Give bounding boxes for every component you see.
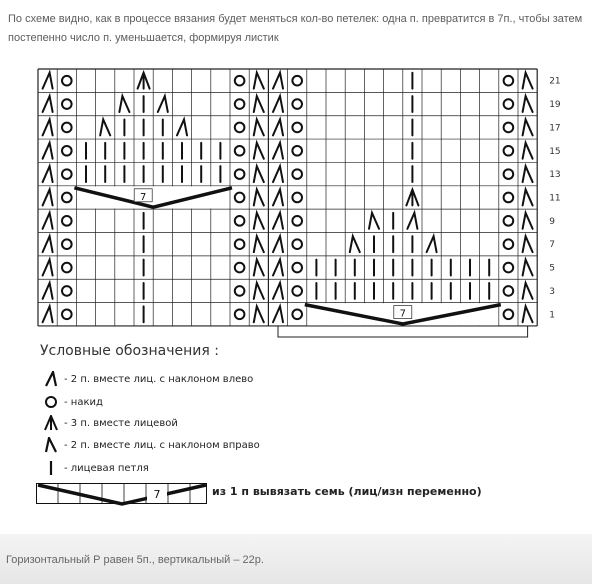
right-decrease-icon xyxy=(254,143,264,159)
left-decrease-icon xyxy=(43,96,53,112)
left-decrease-icon xyxy=(43,236,53,252)
right-decrease-icon xyxy=(119,96,129,112)
yarn-over-icon xyxy=(40,392,62,412)
legend-item-yarn-over xyxy=(40,392,103,412)
yarn-over-icon xyxy=(235,193,245,203)
left-decrease-icon xyxy=(273,143,283,159)
right-decrease-icon xyxy=(254,119,264,135)
right-decrease-icon xyxy=(254,190,264,206)
seven-from-one-icon xyxy=(36,481,208,509)
right-decrease-icon xyxy=(523,73,533,89)
legend-item-triple-decrease xyxy=(40,413,178,433)
left-decrease-icon xyxy=(43,119,53,135)
right-decrease-icon xyxy=(523,190,533,206)
left-decrease-icon xyxy=(43,143,53,159)
left-decrease-icon xyxy=(273,73,283,89)
row-number: 1 xyxy=(549,310,555,321)
left-decrease-icon xyxy=(407,213,417,229)
right-decrease-icon xyxy=(254,236,264,252)
right-decrease-icon xyxy=(523,306,533,322)
legend-text: - накид xyxy=(64,396,103,408)
triple-decrease-icon xyxy=(406,190,418,206)
yarn-over-icon xyxy=(504,146,514,156)
left-decrease-icon xyxy=(273,166,283,182)
row-number: 15 xyxy=(549,146,561,157)
right-decrease-icon xyxy=(254,166,264,182)
right-decrease-icon xyxy=(350,236,360,252)
wide-cell-label: 7 xyxy=(140,191,147,203)
repeat-bracket xyxy=(278,326,528,337)
yarn-over-icon xyxy=(504,76,514,86)
yarn-over-icon xyxy=(292,76,302,86)
yarn-over-icon xyxy=(292,99,302,109)
yarn-over-icon xyxy=(62,286,72,296)
yarn-over-icon xyxy=(62,193,72,203)
yarn-over-icon xyxy=(292,123,302,133)
right-decrease-icon xyxy=(523,260,533,276)
right-decrease-icon xyxy=(523,96,533,112)
right-decrease-icon xyxy=(254,73,264,89)
yarn-over-icon xyxy=(292,286,302,296)
yarn-over-icon xyxy=(62,216,72,226)
right-decrease-icon xyxy=(523,213,533,229)
triple-decrease-icon xyxy=(138,73,150,89)
yarn-over-icon xyxy=(504,169,514,179)
right-decrease-icon xyxy=(523,166,533,182)
left-decrease-icon xyxy=(43,213,53,229)
knit-stitch-icon xyxy=(40,458,62,478)
right-decrease-icon xyxy=(100,119,110,135)
yarn-over-icon xyxy=(504,239,514,249)
yarn-over-icon xyxy=(292,216,302,226)
legend-item-knit xyxy=(40,458,149,478)
left-decrease-icon xyxy=(43,166,53,182)
row-number: 9 xyxy=(549,216,555,227)
yarn-over-icon xyxy=(235,286,245,296)
triple-decrease-icon xyxy=(40,413,62,433)
left-decrease-icon xyxy=(43,260,53,276)
right-decrease-icon xyxy=(254,96,264,112)
yarn-over-icon xyxy=(235,263,245,273)
right-decrease-icon xyxy=(254,283,264,299)
left-decrease-icon xyxy=(273,283,283,299)
left-decrease-icon xyxy=(273,96,283,112)
right-decrease-icon xyxy=(40,435,62,455)
left-decrease-icon xyxy=(40,369,62,389)
right-decrease-icon xyxy=(254,306,264,322)
wide-symbol-label: 7 xyxy=(153,488,161,501)
legend-item-left-decrease xyxy=(40,369,253,389)
yarn-over-icon xyxy=(235,76,245,86)
legend-item-right-decrease xyxy=(40,435,260,455)
yarn-over-icon xyxy=(62,146,72,156)
yarn-over-icon xyxy=(62,99,72,109)
wide-cell-label: 7 xyxy=(399,308,406,320)
left-decrease-icon xyxy=(273,306,283,322)
left-decrease-icon xyxy=(273,119,283,135)
left-decrease-icon xyxy=(273,236,283,252)
left-decrease-icon xyxy=(43,190,53,206)
right-decrease-icon xyxy=(254,260,264,276)
yarn-over-icon xyxy=(292,309,302,319)
footer-bar xyxy=(0,534,592,584)
right-decrease-icon xyxy=(369,213,379,229)
yarn-over-icon xyxy=(504,123,514,133)
yarn-over-icon xyxy=(62,239,72,249)
yarn-over-icon xyxy=(292,239,302,249)
yarn-over-icon xyxy=(235,239,245,249)
left-decrease-icon xyxy=(158,96,168,112)
right-decrease-icon xyxy=(523,283,533,299)
row-number: 7 xyxy=(549,240,555,251)
yarn-over-icon xyxy=(504,309,514,319)
legend-text: - лицевая петля xyxy=(64,462,149,474)
row-number: 19 xyxy=(549,100,561,111)
yarn-over-icon xyxy=(292,263,302,273)
yarn-over-icon xyxy=(504,263,514,273)
yarn-over-icon xyxy=(62,76,72,86)
left-decrease-icon xyxy=(427,236,437,252)
wide-cell xyxy=(77,186,229,208)
yarn-over-icon xyxy=(62,169,72,179)
legend-text: - 2 п. вместе лиц. с наклоном вправо xyxy=(64,439,260,451)
yarn-over-icon xyxy=(504,286,514,296)
yarn-over-icon xyxy=(235,216,245,226)
legend-text: - 2 п. вместе лиц. с наклоном влево xyxy=(64,373,254,385)
right-decrease-icon xyxy=(523,236,533,252)
yarn-over-icon xyxy=(504,193,514,203)
yarn-over-icon xyxy=(235,309,245,319)
legend-title: Условные обозначения : xyxy=(40,343,219,359)
row-number: 11 xyxy=(549,193,561,204)
left-decrease-icon xyxy=(273,213,283,229)
legend-text-seven-from-one: из 1 п вывязать семь (лиц/изн переменно) xyxy=(212,485,482,498)
row-number: 13 xyxy=(549,170,561,181)
yarn-over-icon xyxy=(62,123,72,133)
left-decrease-icon xyxy=(43,306,53,322)
left-decrease-icon xyxy=(273,260,283,276)
yarn-over-icon xyxy=(62,309,72,319)
right-decrease-icon xyxy=(523,143,533,159)
yarn-over-icon xyxy=(235,99,245,109)
yarn-over-icon xyxy=(62,263,72,273)
row-number: 17 xyxy=(549,123,561,134)
left-decrease-icon xyxy=(177,119,187,135)
left-decrease-icon xyxy=(43,73,53,89)
yarn-over-icon xyxy=(292,146,302,156)
footer-text: Горизонтальный Р равен 5п., вертикальный – 22р. xyxy=(6,554,264,566)
right-decrease-icon xyxy=(254,213,264,229)
right-decrease-icon xyxy=(523,119,533,135)
row-number: 3 xyxy=(549,286,555,297)
left-decrease-icon xyxy=(43,283,53,299)
yarn-over-icon xyxy=(504,99,514,109)
row-number: 5 xyxy=(549,263,555,274)
yarn-over-icon xyxy=(292,193,302,203)
yarn-over-icon xyxy=(504,216,514,226)
left-decrease-icon xyxy=(273,190,283,206)
yarn-over-icon xyxy=(235,169,245,179)
intro-text: По схеме видно, как в процессе вязания будет меняться кол-во петелек: одна п. превратится в 7п., чтобы затем постепенно число п. уменьшается, формируя листик xyxy=(8,13,583,44)
yarn-over-icon xyxy=(292,169,302,179)
yarn-over-icon xyxy=(235,146,245,156)
legend-text: - 3 п. вместе лицевой xyxy=(64,417,178,429)
row-number: 21 xyxy=(549,76,561,87)
yarn-over-icon xyxy=(235,123,245,133)
